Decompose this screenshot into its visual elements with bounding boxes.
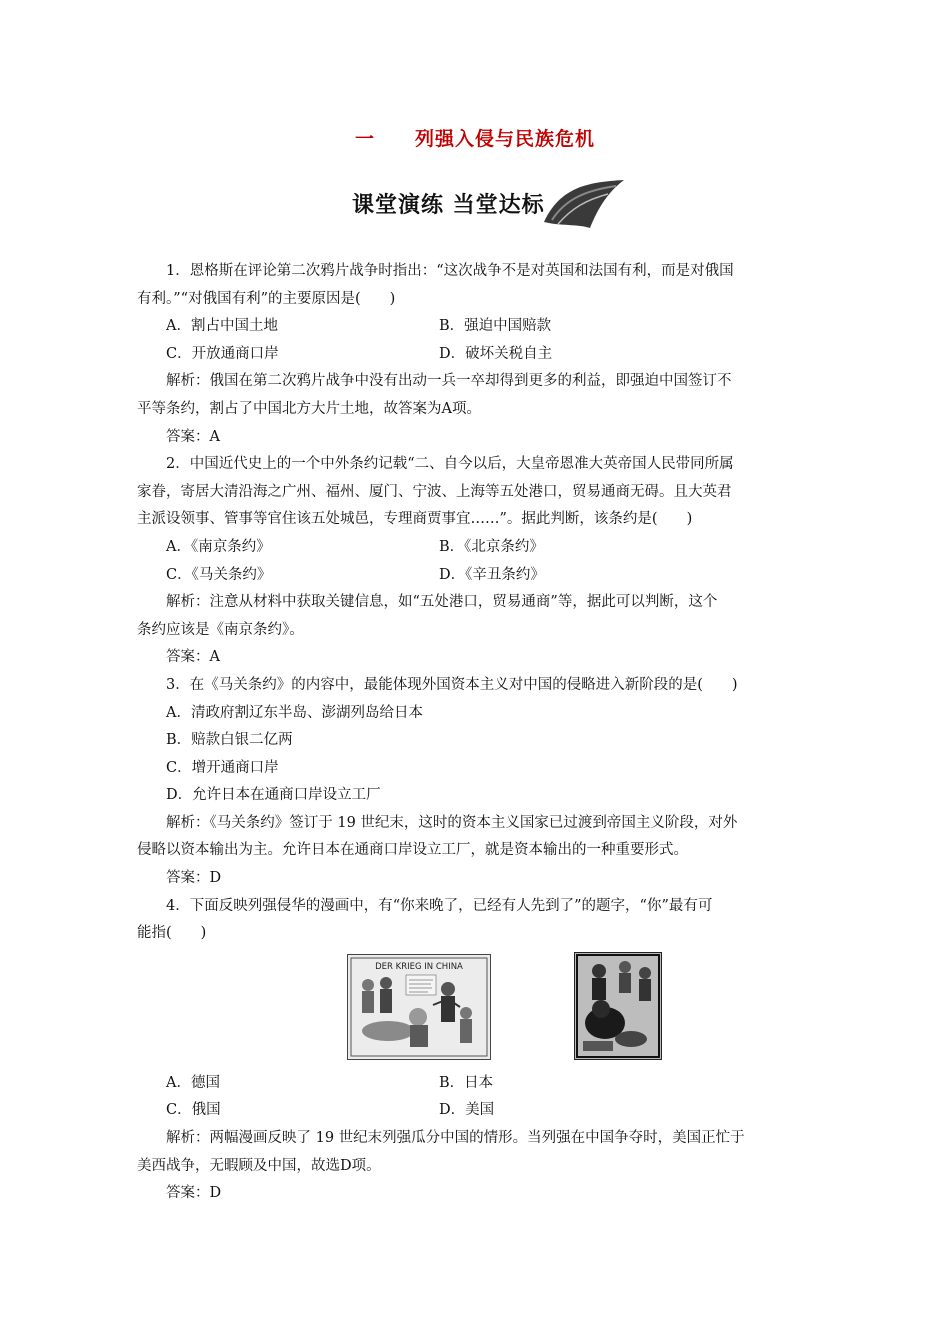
q2-options-row1	[137, 534, 847, 562]
q3-option-d: D．允许日本在通商口岸设立工厂	[166, 787, 381, 804]
chapter-title-text: 列强入侵与民族危机	[415, 128, 596, 150]
q1-explanation-line1: 解析：俄国在第二次鸦片战争中没有出动一兵一卒却得到更多的利益，即强迫中国签订不	[166, 373, 732, 390]
q1-explanation-line2: 平等条约，割占了中国北方大片土地，故答案为A项。	[137, 400, 481, 417]
q1-answer: 答案：A	[166, 428, 220, 445]
q4-stem-line1: 4．下面反映列强侵华的漫画中，有“你来晚了，已经有人先到了”的题字，“你”最有可	[166, 897, 713, 914]
q4-option-b: B．日本	[439, 1074, 494, 1091]
q3-explanation-line1: 解析：《马关条约》签订于 19 世纪末，这时的资本主义国家已过渡到帝国主义阶段，对外	[166, 814, 738, 831]
content	[137, 258, 847, 1208]
q2-options-row2	[137, 562, 847, 590]
q1-option-d: D．破坏关税自主	[439, 345, 553, 362]
q2-option-a: A．《南京条约》	[166, 538, 271, 555]
q1-option-b: B．强迫中国赔款	[439, 318, 552, 335]
q1-options-row1	[137, 313, 847, 341]
q4-option-c: C．俄国	[166, 1102, 221, 1119]
chapter-title	[0, 124, 950, 151]
section-banner	[338, 178, 628, 236]
q2-explanation-line2: 条约应该是《南京条约》。	[137, 621, 304, 638]
q3-option-c: C．增开通商口岸	[166, 759, 279, 776]
banner-text: 课堂演练 当堂达标	[352, 193, 545, 218]
q3-explanation-line2: 侵略以资本输出为主。允许日本在通商口岸设立工厂，就是资本输出的一种重要形式。	[137, 842, 688, 859]
cartoon-caption: DER KRIEG IN CHINA	[375, 961, 463, 972]
q2-option-b: B．《北京条约》	[439, 538, 544, 555]
q1-options-row2	[137, 341, 847, 369]
q4-explanation-line1: 解析：两幅漫画反映了 19 世纪末列强瓜分中国的情形。当列强在中国争夺时，美国正忙于	[166, 1130, 745, 1147]
q2-explanation-line1: 解析：注意从材料中获取关键信息，如“五处港口，贸易通商”等，据此可以判断，这个	[166, 594, 718, 611]
q4-option-d: D．美国	[439, 1102, 495, 1119]
q3-answer: 答案：D	[166, 870, 222, 887]
brush-stroke-icon	[538, 178, 628, 236]
q4-stem-line2: 能指( )	[137, 925, 207, 942]
q2-answer: 答案：A	[166, 649, 220, 666]
q1-stem-line1: 1．恩格斯在评论第二次鸦片战争时指出：“这次战争不是对英国和法国有利，而是对俄国	[166, 263, 734, 279]
cartoon-image-left	[347, 954, 491, 1060]
q2-option-d: D．《辛丑条约》	[439, 566, 545, 583]
q2-stem-line1: 2．中国近代史上的一个中外条约记载“二、自今以后，大皇帝恩准大英帝国人民带同所属	[166, 456, 734, 473]
q2-stem-line2: 家眷，寄居大清沿海之广州、福州、厦门、宁波、上海等五处港口，贸易通商无碍。且大英君	[137, 483, 732, 500]
q4-options-row2	[137, 1097, 847, 1125]
cartoon-image-right	[574, 952, 662, 1060]
q4-answer: 答案：D	[166, 1185, 222, 1202]
q1-option-a: A．割占中国土地	[166, 318, 278, 335]
chapter-number: 一	[354, 128, 375, 150]
q2-stem-line3: 主派设领事、管事等官住该五处城邑，专理商贾事宜……”。据此判断，该条约是( )	[137, 511, 693, 528]
q1-option-c: C．开放通商口岸	[166, 345, 279, 362]
q4-explanation-line2: 美西战争，无暇顾及中国，故选D项。	[137, 1157, 381, 1174]
q3-stem: 3．在《马关条约》的内容中，最能体现外国资本主义对中国的侵略进入新阶段的是( )	[166, 676, 738, 693]
q2-option-c: C．《马关条约》	[166, 566, 272, 583]
q3-option-a: A．清政府割辽东半岛、澎湖列岛给日本	[166, 704, 423, 721]
q3-option-b: B．赔款白银二亿两	[166, 732, 293, 749]
q4-cartoons	[137, 954, 847, 1066]
q4-options-row1	[137, 1070, 847, 1098]
q1-stem-line2: 有利。”“对俄国有利”的主要原因是( )	[137, 290, 396, 307]
q4-option-a: A．德国	[166, 1074, 220, 1091]
